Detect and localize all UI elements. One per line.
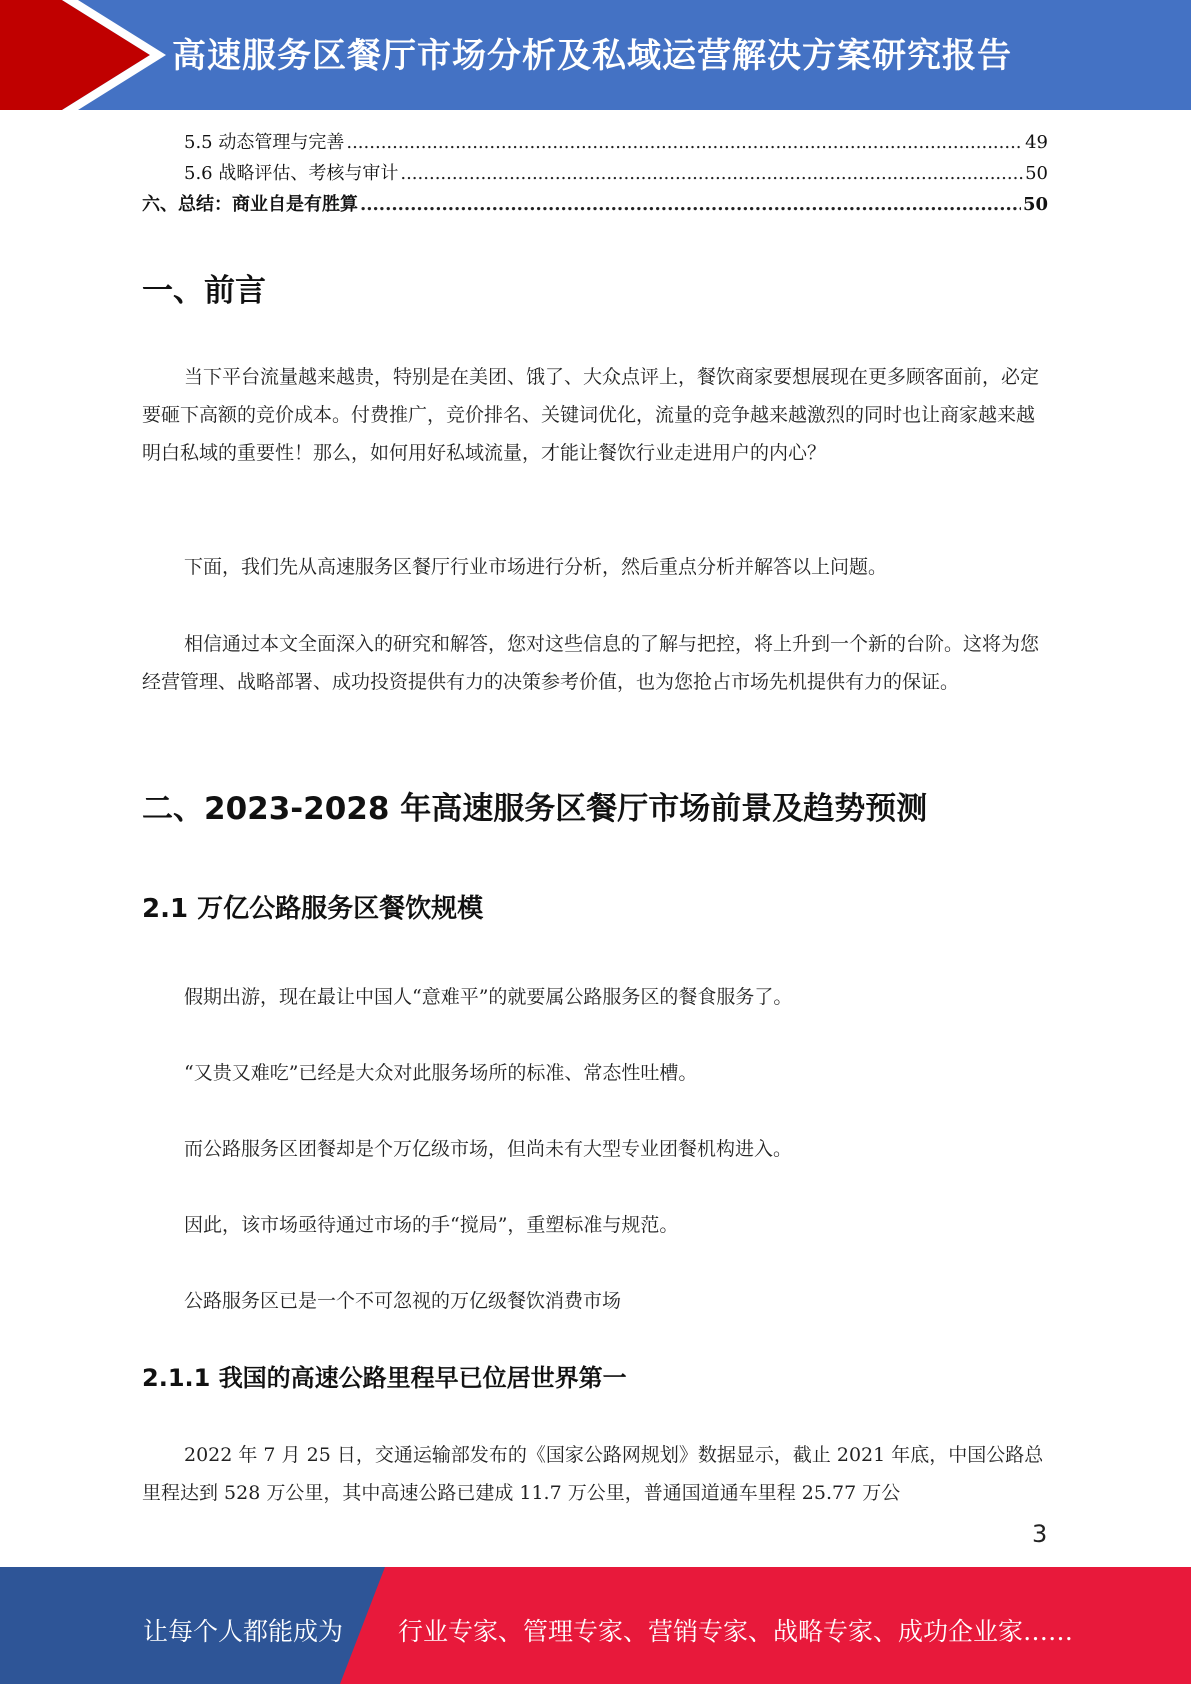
paragraph: 当下平台流量越来越贵，特别是在美团、饿了、大众点评上，餐饮商家要想展现在更多顾客面前，必定要砸下高额的竞价成本。付费推广，竞价排名、关键词优化，流量的竞争越来越激烈的同时也让商家越来越明白私域的重要性！那么，如何用好私域流量，才能让餐饮行业走进用户的内心？: [142, 366, 1040, 464]
toc-entry-label: 5.5 动态管理与完善: [184, 132, 345, 153]
page-number: 3: [1032, 1520, 1048, 1548]
section-heading-preface: 一、前言: [142, 273, 266, 309]
footer-slogan-right: 行业专家、管理专家、营销专家、战略专家、成功企业家……: [398, 1617, 1074, 1646]
paragraph: 相信通过本文全面深入的研究和解答，您对这些信息的了解与把控，将上升到一个新的台阶。这将为您经营管理、战略部署、成功投资提供有力的决策参考价值，也为您抢占市场先机提供有力的保证。: [142, 633, 1040, 693]
footer-slogan-left: 让每个人都能成为: [143, 1617, 344, 1646]
paragraph: 假期出游，现在最让中国人“意难平”的就要属公路服务区的餐食服务了。: [184, 986, 793, 1008]
paragraph: 2022 年 7 月 25 日，交通运输部发布的《国家公路网规划》数据显示，截止 2021 年底，中国公路总里程达到 528 万公里，其中高速公路已建成 11.7 万公里，普通国道通车里程 25.77 万公: [142, 1444, 1044, 1504]
toc-leader-dots: [360, 194, 1021, 215]
report-title: 高速服务区餐厅市场分析及私域运营解决方案研究报告: [172, 36, 1012, 76]
paragraph: 因此，该市场亟待通过市场的手“搅局”，重塑标准与规范。: [184, 1214, 679, 1236]
subsection-heading: 2.1 万亿公路服务区餐饮规模: [142, 894, 484, 924]
subsubsection-heading: 2.1.1 我国的高速公路里程早已位居世界第一: [142, 1364, 627, 1392]
toc-entry[interactable]: [142, 159, 1048, 187]
toc-entry[interactable]: [142, 128, 1048, 156]
page-header: [0, 0, 1191, 110]
toc-leader-dots: [346, 132, 1023, 153]
toc-leader-dots: [400, 163, 1023, 184]
toc-entry-page: 49: [1025, 132, 1048, 153]
paragraph: 下面，我们先从高速服务区餐厅行业市场进行分析，然后重点分析并解答以上问题。: [184, 556, 888, 578]
paragraph: “又贵又难吃”已经是大众对此服务场所的标准、常态性吐槽。: [184, 1062, 698, 1084]
toc-entry-page: 50: [1025, 163, 1048, 184]
section-heading-forecast: 二、2023-2028 年高速服务区餐厅市场前景及趋势预测: [142, 791, 928, 827]
paragraph: 而公路服务区团餐却是个万亿级市场，但尚未有大型专业团餐机构进入。: [184, 1138, 793, 1160]
toc-entry-label: 5.6 战略评估、考核与审计: [184, 163, 399, 184]
paragraph: 公路服务区已是一个不可忽视的万亿级餐饮消费市场: [184, 1290, 622, 1312]
toc-entry[interactable]: [142, 190, 1048, 218]
toc-entry-page: 50: [1022, 194, 1048, 215]
toc-entry-label: 六、总结：商业自是有胜算: [142, 194, 358, 215]
